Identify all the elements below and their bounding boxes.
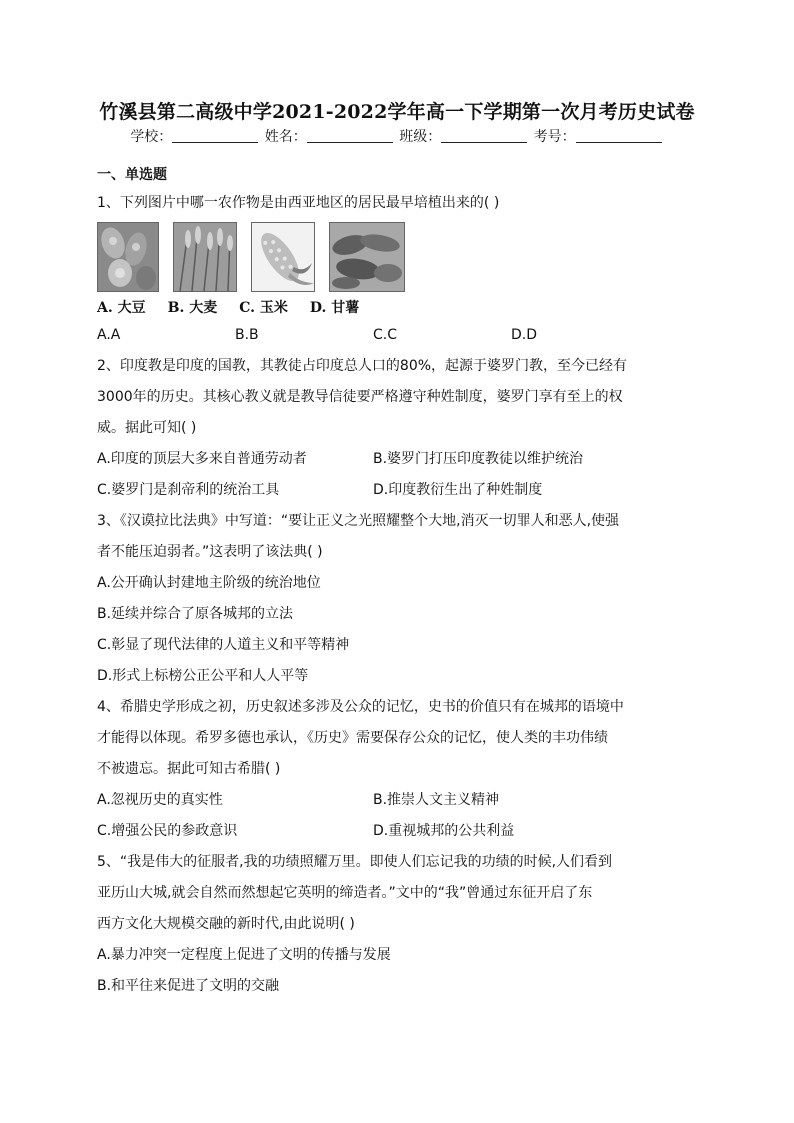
option-a[interactable]: A.暴力冲突一定程度上促进了文明的传播与发展 — [97, 947, 391, 963]
question-stem-line: 1、下列图片中哪一农作物是由西亚地区的居民最早培植出来的( ) — [97, 195, 500, 211]
option-c[interactable]: C.婆罗门是刹帝利的统治工具 — [97, 482, 280, 498]
question-1 — [97, 188, 697, 351]
option-d[interactable]: D.D — [511, 327, 538, 343]
question-stem-line: 2、印度教是印度的国教，其教徒占印度总人口的80%，起源于婆罗门教，至今已经有 — [97, 358, 628, 374]
question-stem-line: 3000年的历史。其核心教义就是教导信徒要严格遵守种姓制度，婆罗门享有至上的权 — [97, 389, 623, 405]
crop-label: C. 玉米 — [239, 300, 288, 316]
crop-label-row — [97, 296, 697, 320]
option-a[interactable]: A.A — [97, 327, 121, 343]
question-4 — [97, 692, 697, 847]
crop-label: A. 大豆 — [97, 300, 146, 316]
option-a[interactable]: A.忽视历史的真实性 — [97, 792, 223, 808]
option-d[interactable]: D.重视城邦的公共利益 — [373, 823, 515, 839]
name-label: 姓名： — [264, 129, 307, 145]
exam-title: 竹溪县第二高级中学2021-2022学年高一下学期第一次月考历史试卷 — [99, 101, 695, 123]
question-3 — [97, 506, 697, 692]
option-b[interactable]: B.推崇人文主义精神 — [373, 792, 500, 808]
exam-number-blank[interactable] — [576, 128, 662, 143]
option-c[interactable]: C.彰显了现代法律的人道主义和平等精神 — [97, 637, 350, 653]
options-row — [97, 816, 697, 847]
name-blank[interactable] — [307, 128, 393, 143]
option-b[interactable]: B.和平往来促进了文明的交融 — [97, 978, 280, 994]
sweet-potato-photo — [329, 222, 405, 292]
question-2 — [97, 351, 697, 506]
options-row — [97, 320, 697, 351]
student-info-line — [0, 126, 794, 146]
question-stem-line: 威。据此可知( ) — [97, 420, 197, 436]
options-row — [97, 475, 697, 506]
school-blank[interactable] — [172, 128, 258, 143]
option-a[interactable]: A.印度的顶层大多来自普通劳动者 — [97, 451, 307, 467]
option-c[interactable]: C.增强公民的参政意识 — [97, 823, 238, 839]
question-stem-line: 者不能压迫弱者。”这表明了该法典( ) — [97, 544, 323, 560]
option-d[interactable]: D.印度教衍生出了种姓制度 — [373, 482, 543, 498]
option-a[interactable]: A.公开确认封建地主阶级的统治地位 — [97, 575, 321, 591]
barley-photo — [173, 222, 237, 292]
options-row — [97, 785, 697, 816]
crop-label: D. 甘薯 — [309, 300, 360, 316]
option-b[interactable]: B.延续并综合了原各城邦的立法 — [97, 606, 294, 622]
question-stem-line: 4、希腊史学形成之初，历史叙述多涉及公众的记忆，史书的价值只有在城邦的语境中 — [97, 699, 624, 715]
crop-images — [97, 222, 697, 292]
option-d[interactable]: D.形式上标榜公正公平和人人平等 — [97, 668, 309, 684]
question-stem-line: 才能得以体现。希罗多德也承认，《历史》需要保存公众的记忆，使人类的丰功伟绩 — [97, 730, 608, 746]
question-stem-line: 3、《汉谟拉比法典》中写道：“要让正义之光照耀整个大地,消灭一切罪人和恶人,使强 — [97, 513, 620, 529]
question-stem-line: 亚历山大城,就会自然而然想起它英明的缔造者。”文中的“我”曾通过东征开启了东 — [97, 885, 593, 901]
corn-photo — [251, 222, 315, 292]
section-heading: 一、单选题 — [97, 167, 167, 183]
question-area — [97, 160, 697, 1002]
school-label: 学校： — [130, 129, 173, 145]
class-blank[interactable] — [441, 128, 527, 143]
question-stem-line: 西方文化大规模交融的新时代,由此说明( ) — [97, 916, 355, 932]
option-c[interactable]: C.C — [373, 327, 398, 343]
question-stem-line: 不被遗忘。据此可知古希腊( ) — [97, 761, 281, 777]
option-b[interactable]: B.婆罗门打压印度教徒以维护统治 — [373, 451, 584, 467]
question-5 — [97, 847, 697, 1002]
class-label: 班级： — [399, 129, 442, 145]
soybean-photo — [97, 222, 159, 292]
options-row — [97, 444, 697, 475]
exam-number-label: 考号： — [533, 129, 576, 145]
option-b[interactable]: B.B — [235, 327, 259, 343]
crop-label: B. 大麦 — [167, 300, 218, 316]
question-stem-line: 5、“我是伟大的征服者,我的功绩照耀万里。即使人们忘记我的功绩的时候,人们看到 — [97, 854, 613, 870]
